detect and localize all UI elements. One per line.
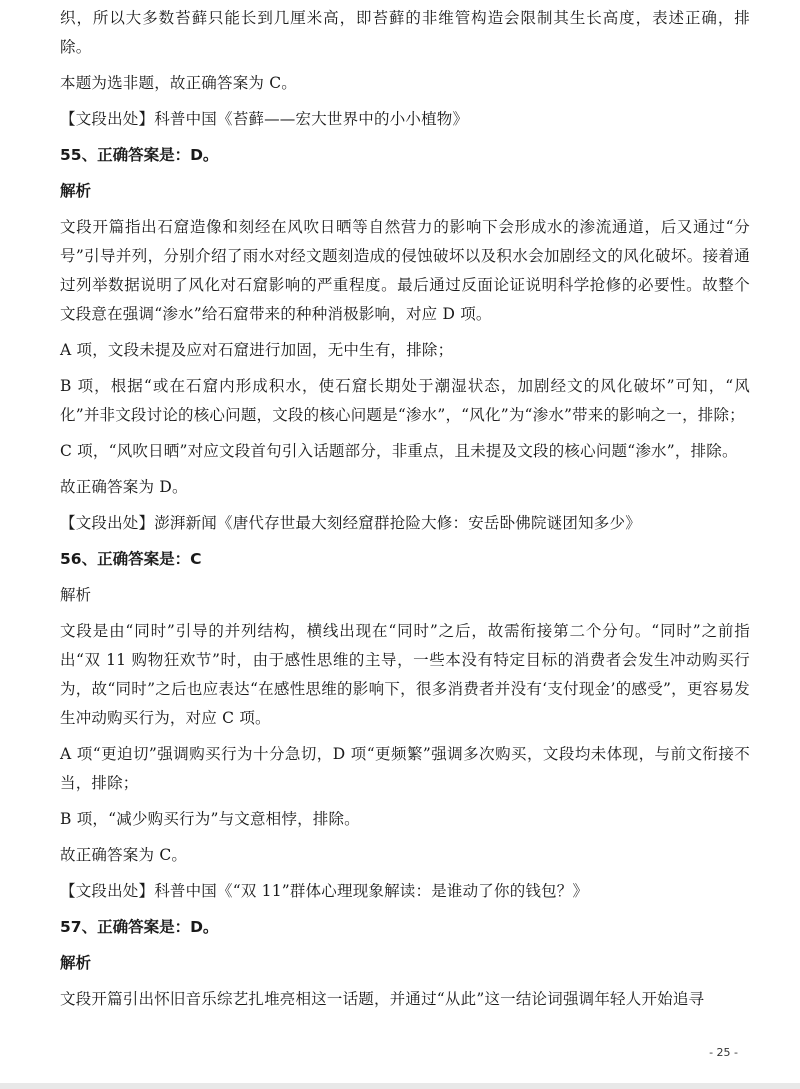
page-number: - 25 - xyxy=(709,1046,738,1059)
paragraph: 本题为选非题，故正确答案为 C。 xyxy=(60,74,297,92)
analysis-label: 解析 xyxy=(60,586,92,604)
source-citation xyxy=(60,105,750,134)
paragraph: B 项，根据“或在石窟内形成积水，使石窟长期处于潮湿状态，加剧经文的风化破坏”可知，“风化”并非文段讨论的核心问题，文段的核心问题是“渗水”，“风化”为“渗水”带来的影响之一，排除； xyxy=(60,377,750,424)
paragraph: C 项，“风吹日晒”对应文段首句引入话题部分，非重点，且未提及文段的核心问题“渗水”，排除。 xyxy=(60,442,738,460)
source-tag: 【文段出处】 xyxy=(60,110,155,128)
paragraph: 故正确答案为 D。 xyxy=(60,478,188,496)
paragraph: 文段是由“同时”引导的并列结构，横线出现在“同时”之后，故需衔接第二个分句。“同时”之前指出“双 11 购物狂欢节”时，由于感性思维的主导，一些本没有特定目标的消费者会发生冲动购买行为，故“同时”之后也应表达“在感性思维的影响下，很多消费者并没有‘支付现金’的感受”，更容易发生冲动购买行为，对应 C 项。 xyxy=(60,622,750,727)
answer-heading: 57、正确答案是：D。 xyxy=(60,918,219,936)
source-text: 澎湃新闻《唐代存世最大刻经窟群抢险大修：安岳卧佛院谜团知多少》 xyxy=(154,514,641,532)
paragraph: A 项“更迫切”强调购买行为十分急切，D 项“更频繁”强调多次购买，文段均未体现，与前文衔接不当，排除； xyxy=(60,745,750,792)
analysis-label: 解析 xyxy=(60,182,92,200)
paragraph: B 项，“减少购买行为”与文意相悖，排除。 xyxy=(60,810,360,828)
paragraph: A 项，文段未提及应对石窟进行加固，无中生有，排除； xyxy=(60,341,454,359)
paragraph: 文段开篇引出怀旧音乐综艺扎堆亮相这一话题，并通过“从此”这一结论词强调年轻人开始追寻 xyxy=(60,990,705,1008)
page-bottom-edge xyxy=(0,1083,800,1089)
answer-heading: 56、正确答案是：C xyxy=(60,550,202,568)
paragraph: 文段开篇指出石窟造像和刻经在风吹日晒等自然营力的影响下会形成水的渗流通道，后又通过“分号”引导并列，分别介绍了雨水对经文题刻造成的侵蚀破坏以及积水会加剧经文的风化破坏。接着通过列举数据说明了风化对石窟影响的严重程度。最后通过反面论证说明科学抢修的必要性。故整个文段意在强调“渗水”给石窟带来的种种消极影响，对应 D 项。 xyxy=(60,218,750,323)
source-citation xyxy=(60,877,750,906)
source-citation xyxy=(60,509,750,538)
answer-heading: 55、正确答案是：D。 xyxy=(60,146,219,164)
source-tag: 【文段出处】 xyxy=(60,882,155,900)
analysis-label: 解析 xyxy=(60,954,92,972)
page-content xyxy=(60,4,750,1021)
source-text: 科普中国《苔藓——宏大世界中的小小植物》 xyxy=(154,110,469,128)
paragraph: 故正确答案为 C。 xyxy=(60,846,188,864)
paragraph: 织，所以大多数苔藓只能长到几厘米高，即苔藓的非维管构造会限制其生长高度，表述正确，排除。 xyxy=(60,9,750,56)
source-tag: 【文段出处】 xyxy=(60,514,155,532)
source-text: 科普中国《“双 11”群体心理现象解读：是谁动了你的钱包？》 xyxy=(154,882,589,900)
